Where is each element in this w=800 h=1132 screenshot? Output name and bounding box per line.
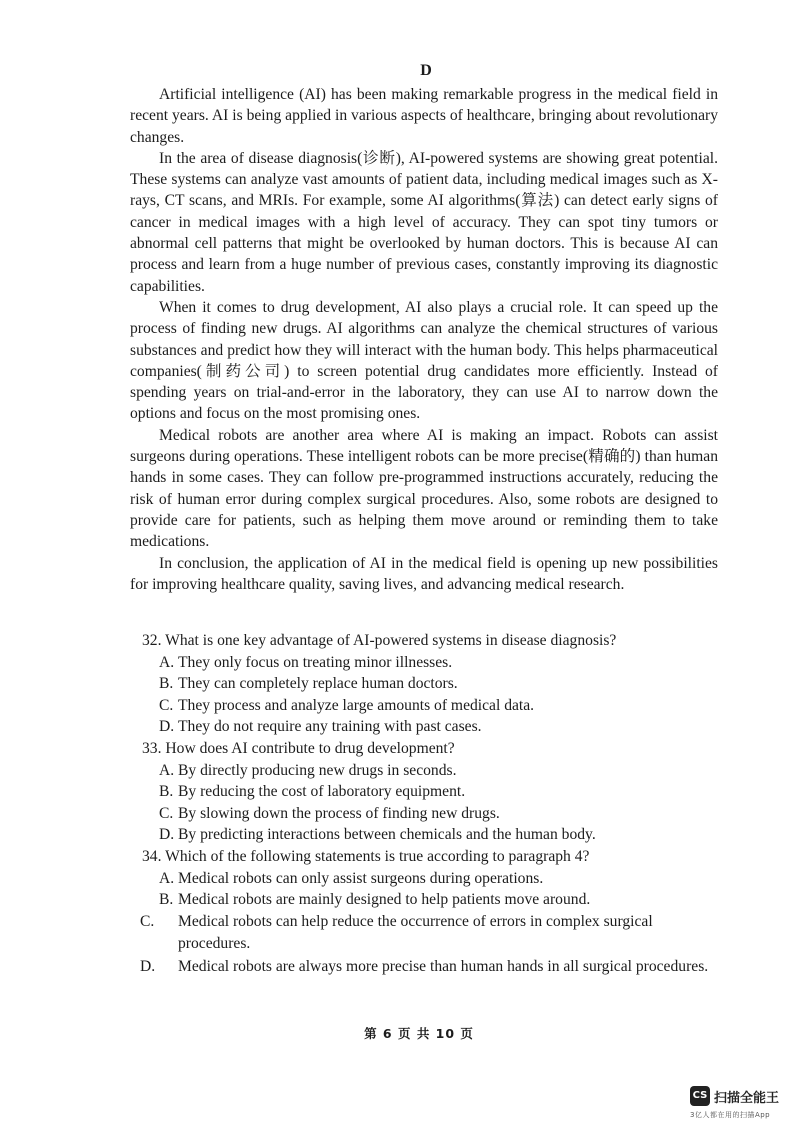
option-a: [159, 760, 722, 782]
option-text: Medical robots can only assist surgeons during operations.: [178, 869, 544, 887]
option-c: [159, 695, 722, 717]
option-letter: C.: [159, 804, 174, 822]
option-c: [159, 803, 722, 825]
option-letter: C.: [159, 696, 174, 714]
option-b: [159, 889, 722, 911]
option-letter: A.: [159, 761, 175, 779]
option-letter: B.: [159, 783, 174, 801]
option-letter: D.: [159, 826, 175, 844]
option-letter: D.: [159, 718, 175, 736]
option-letter: C.: [140, 912, 155, 930]
question-32: [142, 630, 722, 738]
option-text: They process and analyze large amounts of medical data.: [178, 696, 535, 714]
option-letter: A.: [159, 869, 175, 887]
option-text: Medical robots are mainly designed to help patients move around.: [178, 891, 591, 909]
option-a: [159, 652, 722, 674]
question-list: [142, 630, 722, 979]
option-text: By slowing down the process of finding new drugs.: [178, 804, 500, 822]
option-list: [142, 760, 722, 846]
passage-paragraph-4: Medical robots are another area where AI is making an impact. Robots can assist surgeons during operations. These intelligent robots can be more precise(精确的) than human hands in some cases. They can follow pre-programmed instructions accurately, reducing the risk of human error during complex surgical procedures. Also, some robots are designed to provide care for patients, such as helping them move around or reminding them to take medications.: [130, 426, 718, 551]
watermark-app-name: 扫描全能王: [714, 1091, 780, 1106]
passage-paragraph-5: In conclusion, the application of AI in the medical field is opening up new possibilities for improving healthcare quality, saving lives, and advancing medical research.: [130, 554, 718, 593]
option-a: [159, 868, 722, 890]
reading-passage: [130, 84, 718, 595]
option-d: [159, 824, 722, 846]
option-letter: B.: [159, 675, 174, 693]
option-letter: D.: [140, 957, 156, 975]
option-text: By reducing the cost of laboratory equipment.: [178, 783, 466, 801]
watermark-tagline: 3亿人都在用的扫描App: [690, 1111, 771, 1119]
page-number: 第 6 页 共 10 页: [364, 1026, 474, 1041]
option-list: [142, 868, 722, 979]
option-text: Medical robots can help reduce the occurrence of errors in complex surgical procedures.: [178, 912, 653, 953]
option-b: [159, 781, 722, 803]
option-text: By predicting interactions between chemicals and the human body.: [178, 826, 596, 844]
option-text: By directly producing new drugs in seconds.: [178, 761, 457, 779]
section-heading: D: [420, 62, 432, 79]
passage-paragraph-2: In the area of disease diagnosis(诊断), AI-powered systems are showing great potential. These systems can analyze vast amounts of patient data, including medical images such as X-rays, CT scans, and MRIs. For example, some AI algorithms(算法) can detect early signs of cancer in medical images with a high level of accuracy. They can spot tiny tumors or abnormal cell patterns that might be overlooked by human doctors. This is because AI can process and learn from a huge number of previous cases, constantly improving its diagnostic capabilities.: [130, 149, 718, 295]
option-d: [159, 716, 722, 738]
passage-paragraph-3: When it comes to drug development, AI also plays a crucial role. It can speed up the process of finding new drugs. AI algorithms can analyze the chemical structures of various substances and predict how they will interact with the human body. This helps pharmaceutical companies(制药公司) to screen potential drug candidates more efficiently. Instead of spending years on trial-and-error in the laboratory, they can use AI to narrow down the options and focus on the most promising ones.: [130, 298, 718, 423]
option-text: They only focus on treating minor illnesses.: [178, 653, 453, 671]
option-text: Medical robots are always more precise than human hands in all surgical procedures.: [178, 957, 709, 975]
option-text: They can completely replace human doctors.: [178, 675, 458, 693]
scanner-watermark: [690, 1086, 800, 1126]
question-34: [142, 846, 722, 979]
camscanner-logo-icon: CS: [690, 1086, 710, 1106]
question-stem: 32. What is one key advantage of AI-powered systems in disease diagnosis?: [142, 632, 617, 649]
option-list: [142, 652, 722, 738]
question-stem: 33. How does AI contribute to drug development?: [142, 739, 455, 757]
passage-paragraph-1: Artificial intelligence (AI) has been making remarkable progress in the medical field in recent years. AI is being applied in various aspects of healthcare, bringing about revolutionary changes.: [130, 86, 718, 146]
question-stem: 34. Which of the following statements is true according to paragraph 4?: [142, 847, 590, 865]
option-b: [159, 673, 722, 695]
option-c: [142, 911, 722, 956]
option-letter: B.: [159, 891, 174, 909]
option-d: [142, 956, 722, 979]
question-33: [142, 738, 722, 846]
option-letter: A.: [159, 653, 175, 671]
option-text: They do not require any training with past cases.: [178, 718, 482, 736]
